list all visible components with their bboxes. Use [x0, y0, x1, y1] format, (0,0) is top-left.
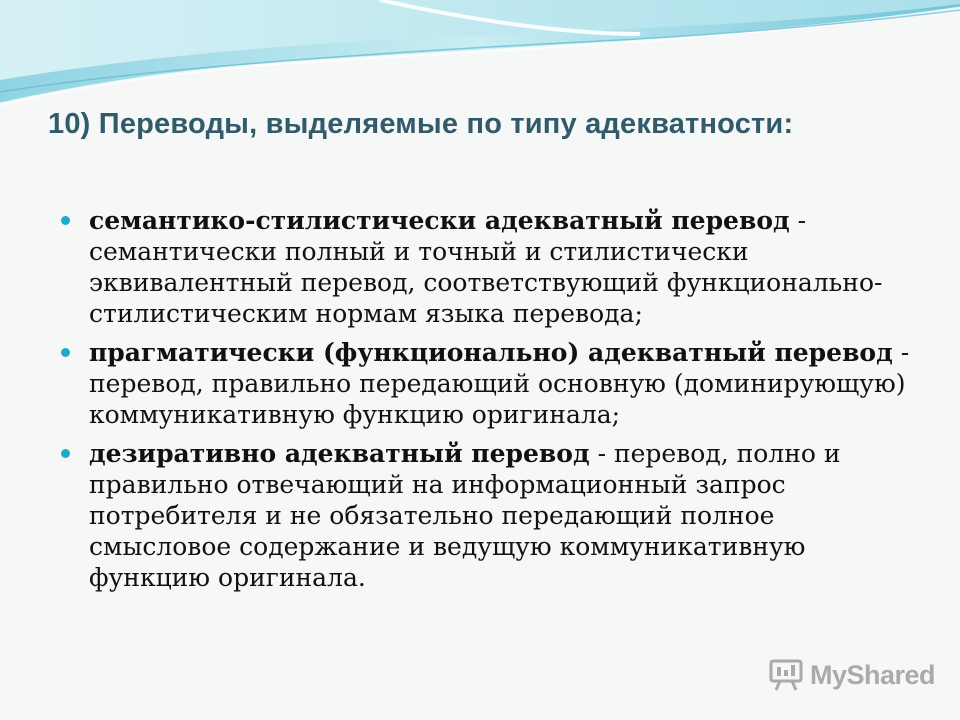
watermark-logo [768, 657, 935, 693]
list-item [60, 337, 920, 430]
presentation-board-icon [768, 658, 804, 692]
term-label: дезиративно адекватный перевод [89, 439, 590, 468]
bullet-list [60, 205, 920, 601]
bullet-dot-icon [61, 348, 70, 357]
list-item [60, 205, 920, 329]
slide-title: 10) Переводы, выделяемые по типу адекватности: [48, 108, 794, 140]
header-wave-decoration [0, 0, 960, 110]
list-item [60, 438, 920, 593]
term-definition: - перевод, полно и правильно отвечающий на информационный запрос потребителя и не обязательно передающий полное смысловое содержание и ведущую коммуникативную функцию оригинала. [89, 439, 841, 592]
term-definition: - перевод, правильно передающий основную (доминирующую) коммуникативную функцию оригинала; [89, 338, 910, 429]
watermark-text: MyShared [810, 659, 936, 690]
term-label: семантико-стилистически адекватный перевод [89, 206, 790, 235]
bullet-dot-icon [61, 216, 70, 225]
bullet-dot-icon [61, 449, 70, 458]
term-label: прагматически (функционально) адекватный перевод [89, 338, 893, 367]
term-definition: - семантически полный и точный и стилистически эквивалентный перевод, соответствующий функционально-стилистическим нормам языка перевода; [89, 206, 883, 328]
